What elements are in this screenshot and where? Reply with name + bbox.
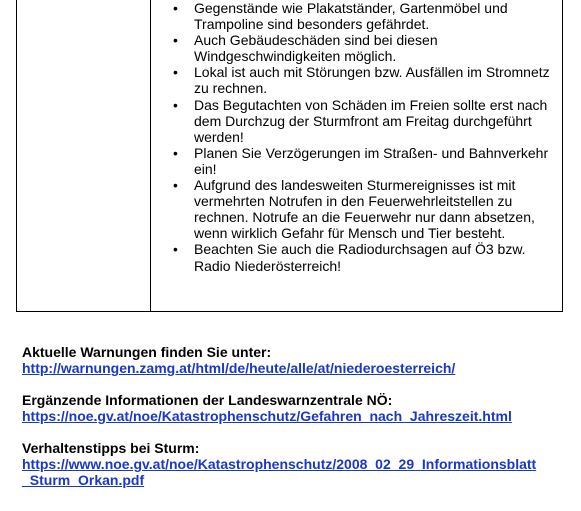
bullet-text: Lokal ist auch mit Störungen bzw. Ausfällen im Stromnetz zu rechnen. <box>194 64 550 97</box>
warnings-link[interactable]: http://warnungen.zamg.at/html/de/heute/alle/at/niederoesterreich/ <box>22 360 456 376</box>
bullet-icon: • <box>173 241 178 258</box>
bullet-item <box>162 32 552 64</box>
bullet-text: Das Begutachten von Schäden im Freien sollte erst nach dem Durchzug der Sturmfront am Freitag durchgeführt werden! <box>194 96 548 145</box>
bullet-icon: • <box>173 144 178 161</box>
bullet-item <box>162 97 552 145</box>
verhaltenstipps-label: Verhaltenstipps bei Sturm: <box>22 440 200 456</box>
bullet-item <box>162 241 552 273</box>
bullet-icon: • <box>173 32 178 49</box>
bullet-icon: • <box>173 64 178 81</box>
bullet-icon: • <box>173 96 178 113</box>
warnings-section <box>22 344 562 376</box>
bullet-text: Beachten Sie auch die Radiodurchsagen auf Ö3 bzw. Radio Niederösterreich! <box>194 241 526 274</box>
warnings-label: Aktuelle Warnungen finden Sie unter: <box>22 344 272 360</box>
landeswarnzentrale-section <box>22 392 562 424</box>
landeswarnzentrale-link[interactable]: https://noe.gv.at/noe/Katastrophenschutz/Gefahren_nach_Jahreszeit.html <box>22 408 512 424</box>
bullet-icon: • <box>173 177 178 194</box>
bullet-text: Aufgrund des landesweiten Sturmereignisses ist mit vermehrten Notrufen in den Feuerwehrleitstellen zu rechnen. Notrufe an die Feuerwehr nur dann absetzen, wenn wirklich Gefahr für Mensch und Tier besteht. <box>194 177 535 242</box>
verhaltenstipps-link[interactable]: https://www.noe.gv.at/noe/Katastrophenschutz/2008_02_29_Informationsblatt_Sturm_Orkan.pdf <box>22 456 537 488</box>
table-column-divider <box>150 0 151 311</box>
bullet-item <box>162 177 552 241</box>
bullet-item <box>162 0 552 32</box>
bullet-icon: • <box>173 0 178 16</box>
bullet-text: Auch Gebäudeschäden sind bei diesen Windgeschwindigkeiten möglich. <box>194 32 438 65</box>
bullet-item <box>162 145 552 177</box>
bullet-text: Planen Sie Verzögerungen im Straßen- und Bahnverkehr ein! <box>194 144 549 177</box>
bullet-item <box>162 64 552 96</box>
verhaltenstipps-section <box>22 440 542 488</box>
safety-bullet-list <box>162 0 552 274</box>
bullet-text: Gegenstände wie Plakatständer, Gartenmöbel und Trampoline sind besonders gefährdet. <box>194 0 508 33</box>
landeswarnzentrale-label: Ergänzende Informationen der Landeswarnzentrale NÖ: <box>22 392 393 408</box>
